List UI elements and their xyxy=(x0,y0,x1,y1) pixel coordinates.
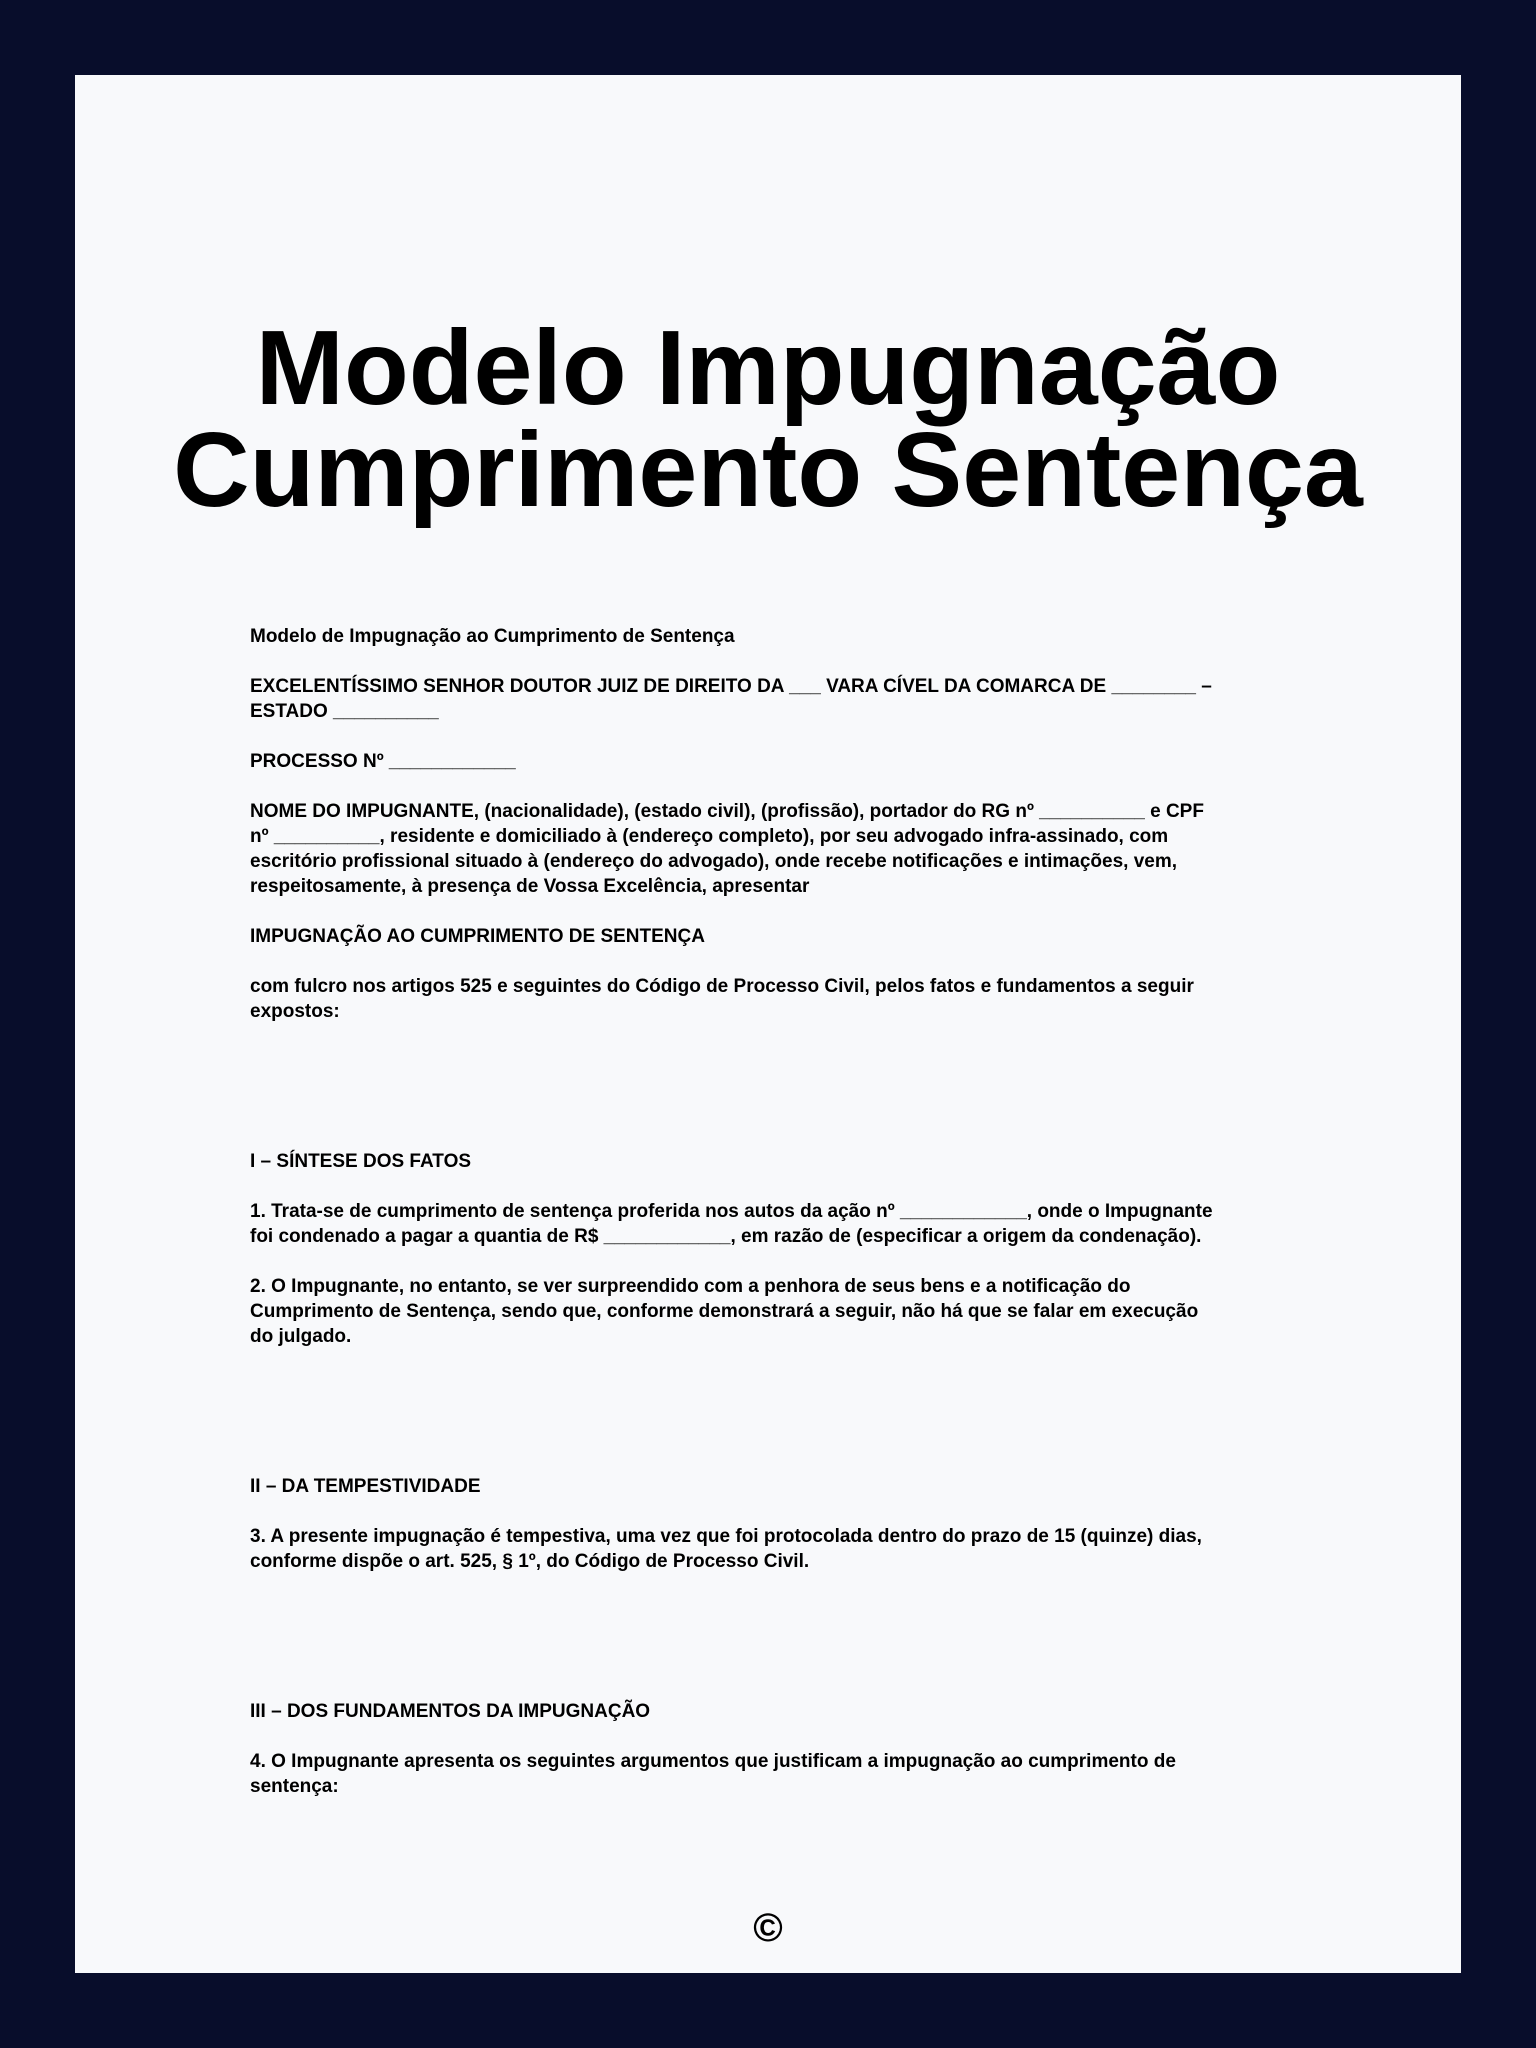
process-number: PROCESSO Nº ____________ xyxy=(250,751,516,772)
party-qualification: NOME DO IMPUGNANTE, (nacionalidade), (estado civil), (profissão), portador do RG nº __________ e CPF nº __________, residente e domiciliado à (endereço completo), por seu advogado infra-assinado, com escritório profissional situado à (endereço do advogado), onde recebe notificações e intimações, vem, respeitosamente, à presença de Vossa Excelência, apresentar xyxy=(250,801,1204,897)
document-page xyxy=(75,75,1461,1973)
document-body xyxy=(250,624,1350,1824)
title-line-1: Modelo Impugnação xyxy=(255,309,1281,427)
legal-basis: com fulcro nos artigos 525 e seguintes do Código de Processo Civil, pelos fatos e fundamentos a seguir expostos: xyxy=(250,976,1194,1022)
petition-heading: IMPUGNAÇÃO AO CUMPRIMENTO DE SENTENÇA xyxy=(250,926,705,947)
title-line-2: Cumprimento Sentença xyxy=(173,411,1363,529)
document-subtitle: Modelo de Impugnação ao Cumprimento de Sentença xyxy=(250,626,735,647)
paragraph-1: 1. Trata-se de cumprimento de sentença proferida nos autos da ação nº ____________, onde o Impugnante foi condenado a pagar a quantia de R$ ____________, em razão de (especificar a origem da condenação). xyxy=(250,1201,1213,1247)
document-title xyxy=(75,309,1461,529)
section-heading-3: III – DOS FUNDAMENTOS DA IMPUGNAÇÃO xyxy=(250,1701,651,1722)
paragraph-4: 4. O Impugnante apresenta os seguintes argumentos que justificam a impugnação ao cumprimento de sentença: xyxy=(250,1751,1176,1797)
paragraph-2: 2. O Impugnante, no entanto, se ver surpreendido com a penhora de seus bens e a notificação do Cumprimento de Sentença, sendo que, conforme demonstrará a seguir, não há que se falar em execução do julgado. xyxy=(250,1276,1199,1347)
section-heading-1: I – SÍNTESE DOS FATOS xyxy=(250,1151,472,1172)
copyright-icon: © xyxy=(753,1906,783,1950)
addressee: EXCELENTÍSSIMO SENHOR DOUTOR JUIZ DE DIREITO DA ___ VARA CÍVEL DA COMARCA DE ________ – ESTADO __________ xyxy=(250,676,1212,722)
section-heading-2: II – DA TEMPESTIVIDADE xyxy=(250,1476,481,1497)
paragraph-3: 3. A presente impugnação é tempestiva, uma vez que foi protocolada dentro do prazo de 15 (quinze) dias, conforme dispõe o art. 525, § 1º, do Código de Processo Civil. xyxy=(250,1526,1202,1572)
